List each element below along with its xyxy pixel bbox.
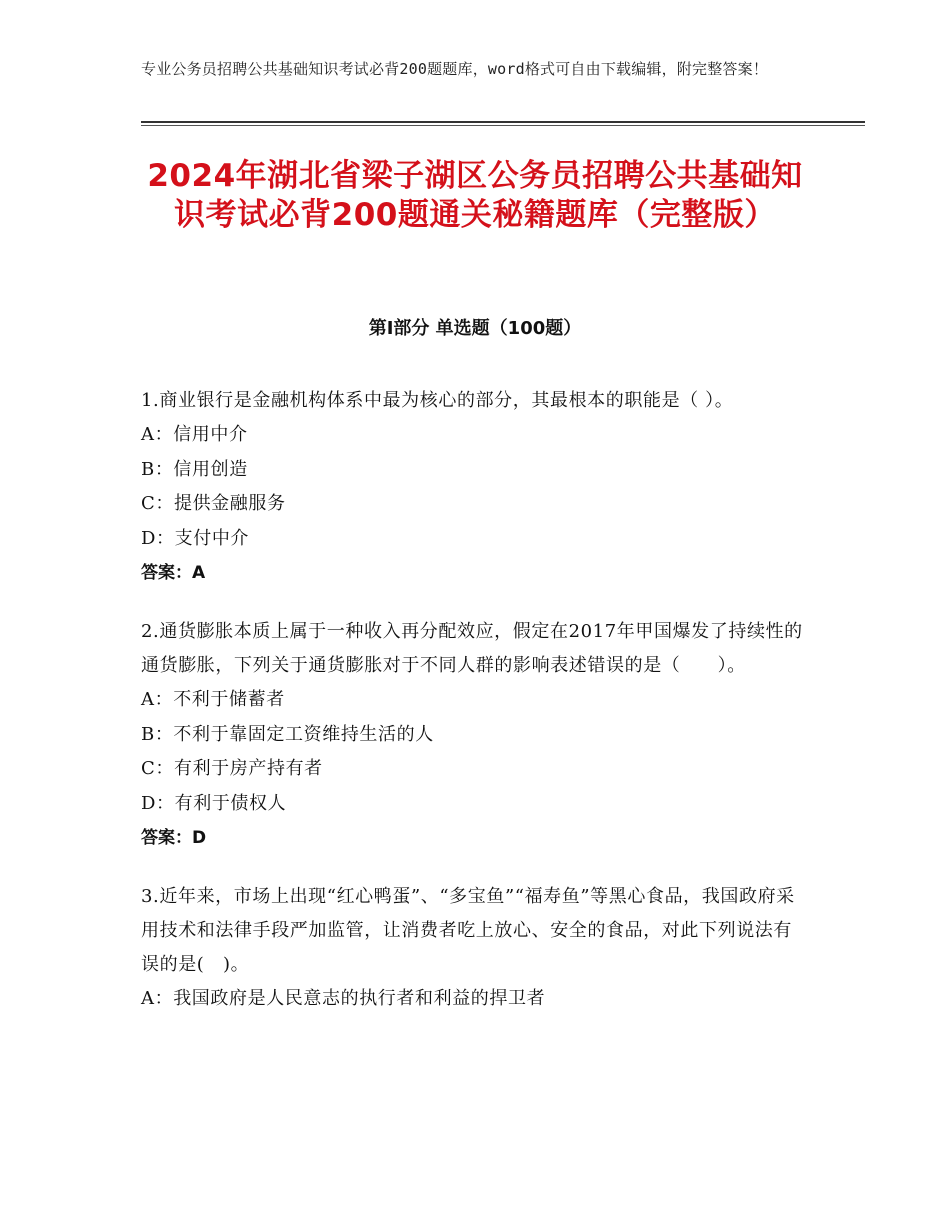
option-a: A：信用中介: [141, 424, 248, 445]
option-a: A：不利于储蓄者: [141, 689, 285, 710]
option-d: D：有利于债权人: [141, 792, 287, 814]
option-d: D：支付中介: [141, 527, 250, 549]
option-b: B：不利于靠固定工资维持生活的人: [141, 723, 434, 745]
question-list: [141, 384, 809, 1042]
answer: 答案：D: [141, 828, 207, 848]
option-b: B：信用创造: [141, 458, 248, 480]
question-1: [141, 384, 809, 590]
option-c: C：提供金融服务: [141, 493, 286, 514]
question-stem: 3.近年来，市场上出现“红心鸭蛋”、“多宝鱼”“福寿鱼”等黑心食品，我国政府采用技术和法律手段严加监管，让消费者吃上放心、安全的食品，对此下列说法有误的是( )。: [141, 886, 795, 975]
option-c: C：有利于房产持有者: [141, 758, 323, 779]
header-note: 专业公务员招聘公共基础知识考试必背200题题库，word格式可自由下载编辑，附完整答案！: [141, 60, 769, 78]
section-title: 第Ⅰ部分 单选题（100题）: [368, 318, 582, 339]
question-stem: 2.通货膨胀本质上属于一种收入再分配效应，假定在2017年甲国爆发了持续性的通货膨胀，下列关于通货膨胀对于不同人群的影响表述错误的是（ ）。: [141, 621, 803, 676]
question-stem: 1.商业银行是金融机构体系中最为核心的部分，其最根本的职能是（ ）。: [141, 390, 734, 411]
document-title: 2024年湖北省梁子湖区公务员招聘公共基础知识考试必背200题通关秘籍题库（完整版）: [147, 158, 803, 233]
header-rule-thick: [141, 121, 865, 123]
question-2: [141, 615, 809, 855]
header-rule-thin: [141, 125, 865, 126]
option-a: A：我国政府是人民意志的执行者和利益的捍卫者: [141, 988, 546, 1009]
question-3: [141, 880, 809, 1017]
answer: 答案：A: [141, 563, 206, 583]
